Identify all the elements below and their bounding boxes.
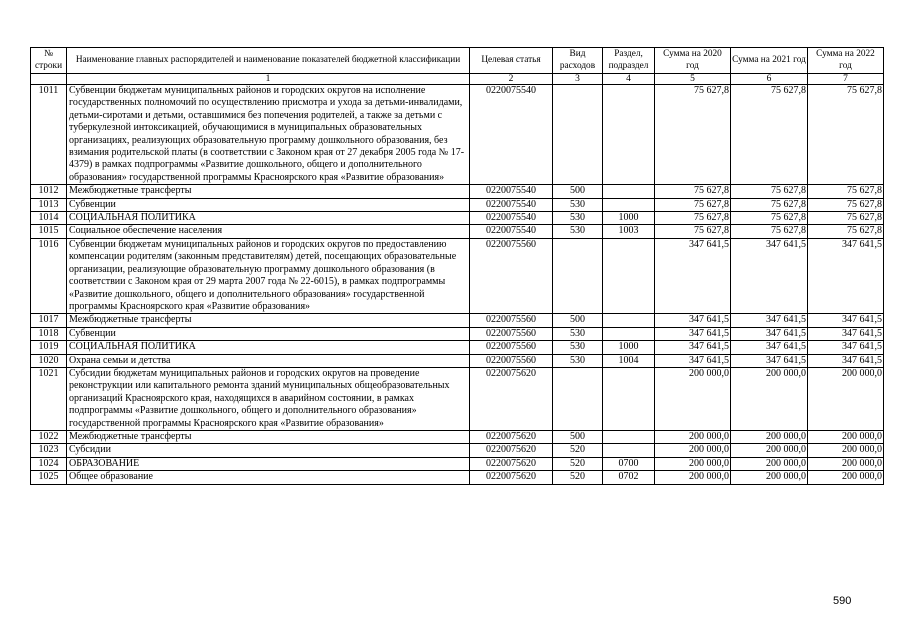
row-section: 1003 bbox=[603, 225, 655, 238]
row-sum-2020: 75 627,8 bbox=[655, 225, 731, 238]
row-sum-2022: 200 000,0 bbox=[808, 430, 884, 443]
row-sum-2020: 347 641,5 bbox=[655, 327, 731, 340]
row-sum-2022: 347 641,5 bbox=[808, 341, 884, 354]
row-target-code: 0220075620 bbox=[470, 471, 553, 484]
row-expense-type: 530 bbox=[553, 212, 603, 225]
row-target-code: 0220075540 bbox=[470, 198, 553, 211]
row-sum-2022: 200 000,0 bbox=[808, 471, 884, 484]
table-body bbox=[31, 85, 884, 485]
header-name: Наименование главных распорядителей и наименование показателей бюджетной классификации bbox=[67, 48, 470, 74]
row-number: 1019 bbox=[31, 341, 67, 354]
row-expense-type bbox=[553, 238, 603, 313]
table-row bbox=[31, 327, 884, 340]
row-section bbox=[603, 198, 655, 211]
row-sum-2021: 200 000,0 bbox=[731, 367, 808, 430]
row-target-code: 0220075560 bbox=[470, 238, 553, 313]
row-section: 1004 bbox=[603, 354, 655, 367]
table-row bbox=[31, 444, 884, 457]
row-sum-2021: 347 641,5 bbox=[731, 354, 808, 367]
row-sum-2022: 75 627,8 bbox=[808, 212, 884, 225]
header-row-num: № строки bbox=[31, 48, 67, 74]
col-number: 3 bbox=[553, 74, 603, 85]
row-sum-2020: 347 641,5 bbox=[655, 314, 731, 327]
table-row bbox=[31, 430, 884, 443]
row-target-code: 0220075620 bbox=[470, 367, 553, 430]
row-sum-2020: 200 000,0 bbox=[655, 471, 731, 484]
row-target-code: 0220075540 bbox=[470, 85, 553, 185]
row-name: Общее образование bbox=[67, 471, 470, 484]
row-expense-type: 530 bbox=[553, 327, 603, 340]
column-numbers-row bbox=[31, 74, 884, 85]
row-section: 0702 bbox=[603, 471, 655, 484]
row-name: Субвенции бюджетам муниципальных районов и городских округов по предоставлению компенсации родителям (законным представителям) детей, посещающих образовательные организации, реализующие образовательную программу дошкольного образования (в соответствии с Законом края от 29 марта 2007 года № 22-6015), в рамках подпрограммы «Развитие дошкольного, общего и дополнительного образования» государственной программы Красноярского края «Развитие образования» bbox=[67, 238, 470, 313]
row-sum-2020: 75 627,8 bbox=[655, 198, 731, 211]
row-sum-2020: 200 000,0 bbox=[655, 444, 731, 457]
row-section bbox=[603, 430, 655, 443]
row-sum-2021: 347 641,5 bbox=[731, 327, 808, 340]
row-number: 1018 bbox=[31, 327, 67, 340]
row-expense-type: 530 bbox=[553, 225, 603, 238]
row-expense-type: 500 bbox=[553, 185, 603, 198]
row-name: Субсидии бюджетам муниципальных районов и городских округов на проведение реконструкции или капитального ремонта зданий муниципальных общеобразовательных организаций Красноярского края, находящихся в аварийном состоянии, в рамках подпрограммы «Развитие дошкольного, общего и дополнительного образования» государственной программы Красноярского края «Развитие образования» bbox=[67, 367, 470, 430]
row-section bbox=[603, 367, 655, 430]
row-number: 1024 bbox=[31, 457, 67, 470]
table-row bbox=[31, 471, 884, 484]
header-target: Целевая статья bbox=[470, 48, 553, 74]
row-sum-2020: 347 641,5 bbox=[655, 341, 731, 354]
row-sum-2022: 200 000,0 bbox=[808, 367, 884, 430]
row-number: 1022 bbox=[31, 430, 67, 443]
col-number: 1 bbox=[67, 74, 470, 85]
row-name: Межбюджетные трансферты bbox=[67, 314, 470, 327]
row-expense-type: 500 bbox=[553, 430, 603, 443]
row-sum-2021: 200 000,0 bbox=[731, 457, 808, 470]
row-section bbox=[603, 185, 655, 198]
row-sum-2022: 347 641,5 bbox=[808, 327, 884, 340]
row-name: Субвенции бюджетам муниципальных районов и городских округов на исполнение государственных полномочий по осуществлению присмотра и ухода за детьми-инвалидами, детьми-сиротами и детьми, оставшимися без попечения родителей, а также за детьми с туберкулезной интоксикацией, обучающимися в муниципальных образовательных организациях, реализующих образовательную программу дошкольного образования, без взимания родительской платы (в соответствии с Законом края от 27 декабря 2005 года № 17-4379) в рамках подпрограммы «Развитие дошкольного, общего и дополнительного образования» государственной программы Красноярского края «Развитие образования» bbox=[67, 85, 470, 185]
row-name: Субсидии bbox=[67, 444, 470, 457]
row-number: 1017 bbox=[31, 314, 67, 327]
row-expense-type: 520 bbox=[553, 444, 603, 457]
col-number: 5 bbox=[655, 74, 731, 85]
row-name: Охрана семьи и детства bbox=[67, 354, 470, 367]
row-section bbox=[603, 238, 655, 313]
col-number: 4 bbox=[603, 74, 655, 85]
row-sum-2020: 75 627,8 bbox=[655, 185, 731, 198]
header-type: Вид расходов bbox=[553, 48, 603, 74]
col-number bbox=[31, 74, 67, 85]
row-sum-2020: 200 000,0 bbox=[655, 430, 731, 443]
row-sum-2021: 75 627,8 bbox=[731, 225, 808, 238]
row-sum-2022: 75 627,8 bbox=[808, 85, 884, 185]
row-sum-2022: 200 000,0 bbox=[808, 444, 884, 457]
row-sum-2021: 347 641,5 bbox=[731, 314, 808, 327]
table-row bbox=[31, 238, 884, 313]
row-section: 1000 bbox=[603, 212, 655, 225]
row-sum-2020: 200 000,0 bbox=[655, 457, 731, 470]
row-target-code: 0220075620 bbox=[470, 457, 553, 470]
header-sum-2022: Сумма на 2022 год bbox=[808, 48, 884, 74]
row-sum-2021: 75 627,8 bbox=[731, 198, 808, 211]
table-row bbox=[31, 225, 884, 238]
row-sum-2021: 200 000,0 bbox=[731, 430, 808, 443]
row-target-code: 0220075620 bbox=[470, 444, 553, 457]
row-expense-type: 520 bbox=[553, 471, 603, 484]
header-section: Раздел, подраздел bbox=[603, 48, 655, 74]
col-number: 7 bbox=[808, 74, 884, 85]
row-target-code: 0220075620 bbox=[470, 430, 553, 443]
row-expense-type bbox=[553, 85, 603, 185]
row-number: 1013 bbox=[31, 198, 67, 211]
row-name: Межбюджетные трансферты bbox=[67, 185, 470, 198]
table-row bbox=[31, 457, 884, 470]
row-sum-2020: 347 641,5 bbox=[655, 354, 731, 367]
row-section bbox=[603, 444, 655, 457]
row-sum-2022: 347 641,5 bbox=[808, 354, 884, 367]
row-sum-2022: 75 627,8 bbox=[808, 225, 884, 238]
header-row bbox=[31, 48, 884, 74]
header-sum-2020: Сумма на 2020 год bbox=[655, 48, 731, 74]
row-expense-type: 530 bbox=[553, 354, 603, 367]
row-name: Субвенции bbox=[67, 198, 470, 211]
table-row bbox=[31, 185, 884, 198]
row-number: 1016 bbox=[31, 238, 67, 313]
row-sum-2020: 75 627,8 bbox=[655, 85, 731, 185]
row-expense-type: 530 bbox=[553, 341, 603, 354]
row-sum-2020: 200 000,0 bbox=[655, 367, 731, 430]
row-name: Межбюджетные трансферты bbox=[67, 430, 470, 443]
budget-table bbox=[30, 47, 884, 485]
row-number: 1025 bbox=[31, 471, 67, 484]
row-sum-2021: 75 627,8 bbox=[731, 185, 808, 198]
row-number: 1011 bbox=[31, 85, 67, 185]
row-name: Социальное обеспечение населения bbox=[67, 225, 470, 238]
row-sum-2021: 200 000,0 bbox=[731, 444, 808, 457]
table-row bbox=[31, 314, 884, 327]
row-section: 0700 bbox=[603, 457, 655, 470]
row-name: СОЦИАЛЬНАЯ ПОЛИТИКА bbox=[67, 212, 470, 225]
row-sum-2020: 347 641,5 bbox=[655, 238, 731, 313]
row-target-code: 0220075540 bbox=[470, 225, 553, 238]
row-sum-2021: 75 627,8 bbox=[731, 212, 808, 225]
row-sum-2021: 347 641,5 bbox=[731, 238, 808, 313]
row-expense-type: 520 bbox=[553, 457, 603, 470]
row-section bbox=[603, 314, 655, 327]
row-section: 1000 bbox=[603, 341, 655, 354]
row-expense-type bbox=[553, 367, 603, 430]
row-sum-2021: 347 641,5 bbox=[731, 341, 808, 354]
row-number: 1012 bbox=[31, 185, 67, 198]
row-target-code: 0220075560 bbox=[470, 327, 553, 340]
header-sum-2021: Сумма на 2021 год bbox=[731, 48, 808, 74]
table-row bbox=[31, 354, 884, 367]
row-section bbox=[603, 327, 655, 340]
col-number: 2 bbox=[470, 74, 553, 85]
table-row bbox=[31, 85, 884, 185]
row-target-code: 0220075560 bbox=[470, 341, 553, 354]
row-sum-2022: 347 641,5 bbox=[808, 314, 884, 327]
row-number: 1014 bbox=[31, 212, 67, 225]
table-row bbox=[31, 367, 884, 430]
row-sum-2021: 75 627,8 bbox=[731, 85, 808, 185]
row-sum-2021: 200 000,0 bbox=[731, 471, 808, 484]
col-number: 6 bbox=[731, 74, 808, 85]
row-number: 1015 bbox=[31, 225, 67, 238]
row-target-code: 0220075540 bbox=[470, 185, 553, 198]
row-target-code: 0220075540 bbox=[470, 212, 553, 225]
row-sum-2022: 75 627,8 bbox=[808, 198, 884, 211]
table-row bbox=[31, 198, 884, 211]
row-expense-type: 530 bbox=[553, 198, 603, 211]
row-number: 1023 bbox=[31, 444, 67, 457]
row-sum-2022: 200 000,0 bbox=[808, 457, 884, 470]
row-section bbox=[603, 85, 655, 185]
row-name: ОБРАЗОВАНИЕ bbox=[67, 457, 470, 470]
row-name: Субвенции bbox=[67, 327, 470, 340]
row-number: 1020 bbox=[31, 354, 67, 367]
row-sum-2020: 75 627,8 bbox=[655, 212, 731, 225]
row-target-code: 0220075560 bbox=[470, 354, 553, 367]
page-number: 590 bbox=[833, 595, 852, 607]
row-number: 1021 bbox=[31, 367, 67, 430]
row-expense-type: 500 bbox=[553, 314, 603, 327]
row-target-code: 0220075560 bbox=[470, 314, 553, 327]
row-name: СОЦИАЛЬНАЯ ПОЛИТИКА bbox=[67, 341, 470, 354]
row-sum-2022: 75 627,8 bbox=[808, 185, 884, 198]
table-row bbox=[31, 341, 884, 354]
table-row bbox=[31, 212, 884, 225]
row-sum-2022: 347 641,5 bbox=[808, 238, 884, 313]
